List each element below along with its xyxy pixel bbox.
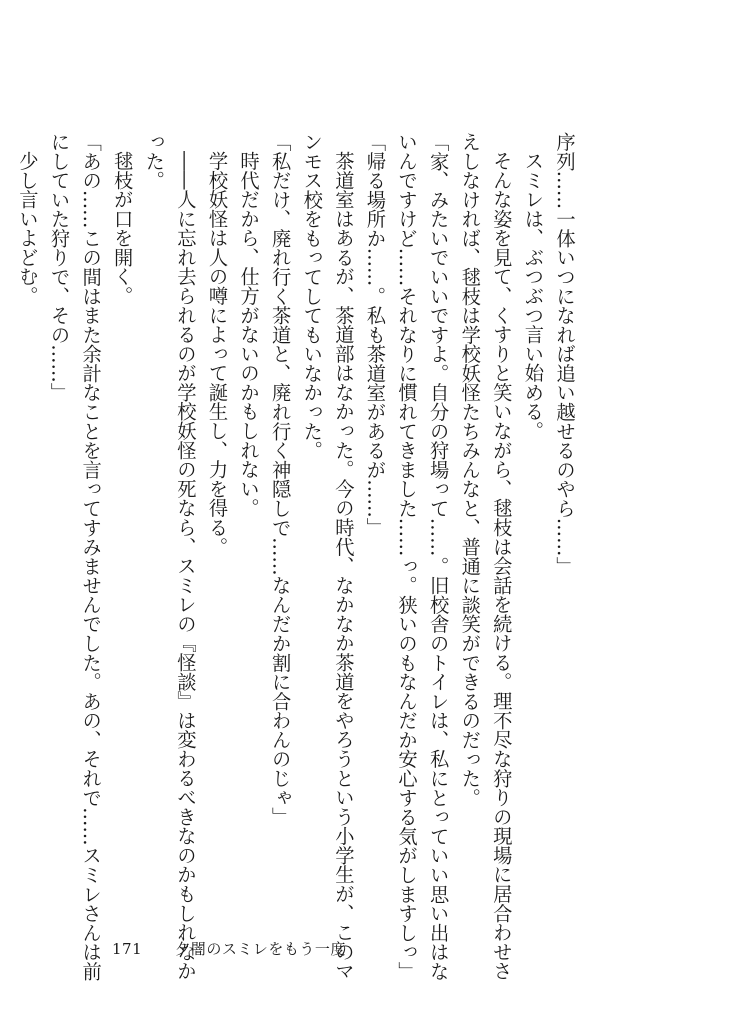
running-title: 夕闇のスミレをもう一度 [175,940,346,958]
text-line: 「私だけ、廃れ行く茶道と、廃れ行く神隠しで……なんだか割に合わんのじゃ」 [268,132,292,827]
text-line: いんですけど……それなりに慣れてきました……っ。狭いのもなんだか安心する気がしますしっ」 [395,132,419,981]
text-line: 序列……一体いつになれば追い越せるのやら……」 [553,132,576,576]
text-line: 茶道室はあるが、茶道部はなかった。今の時代、なかなか茶道をやろうという小学生が、このマ [331,151,355,981]
text-line: ――人に忘れ去られるのが学校妖怪の死なら、スミレの『怪談』は変わるべきなのかもしれなか [173,151,197,981]
text-line: ンモス校をもってしてもいなかった。 [300,132,324,460]
page-number: 171 [112,940,143,958]
text-line: 少し言いよどむ。 [15,151,39,306]
text-line: 学校妖怪は人の噂によって誕生し、力を得る。 [205,151,229,557]
text-line: 「あの……この間はまた余計なことを言ってすみませんでした。あの、それで……スミレさんは前 [79,132,103,981]
text-line: えしなければ、毬枝は学校妖怪たちみんなと、普通に談笑ができるのだった。 [458,132,482,808]
text-line: そんな姿を見て、くすりと笑いながら、毬枝は会話を続ける。理不尽な狩りの現場に居合わせさ [489,151,513,981]
text-line: スミレは、ぶつぶつ言い始める。 [521,151,545,441]
text-line: にしていた狩りで、その……」 [47,132,71,403]
text-line: 「帰る場所か……。私も茶道室があるが……」 [363,132,387,538]
text-line: った。 [142,132,166,190]
page-footer [112,938,346,959]
text-line: 時代だから、仕方がないのかもしれない。 [237,151,261,518]
text-line: 毬枝が口を開く。 [110,151,134,306]
text-line: 「家、みたいでいいですよ。自分の狩場って……。旧校舎のトイレは、私にとっていい思い出はな [426,132,450,981]
